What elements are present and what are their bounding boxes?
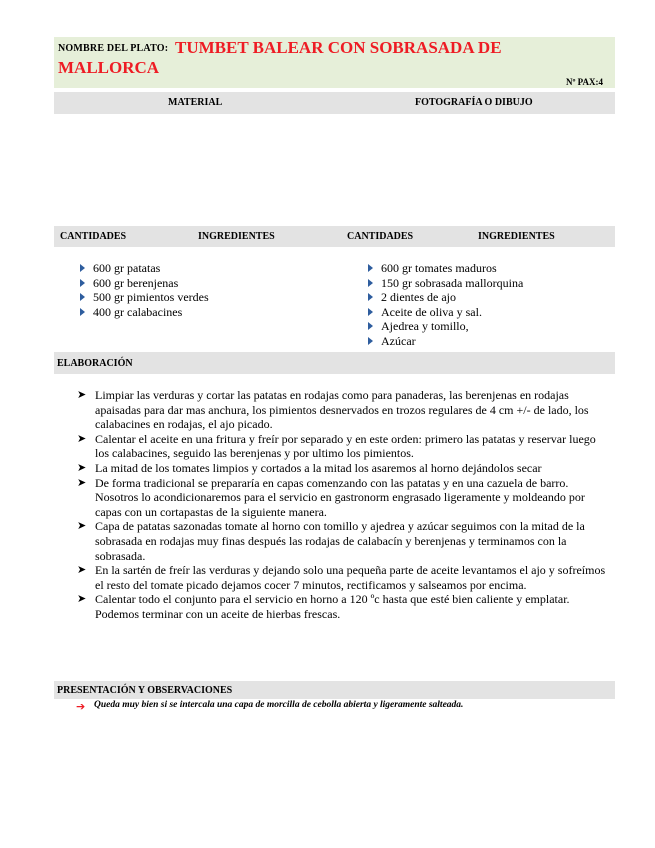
qty-heading-right: CANTIDADES bbox=[347, 231, 414, 242]
list-item: 400 gr calabacines bbox=[78, 305, 209, 320]
photo-heading: FOTOGRAFÍA O DIBUJO bbox=[415, 97, 533, 108]
list-item: Ajedrea y tomillo, bbox=[366, 319, 523, 334]
elaboration-band bbox=[54, 352, 615, 374]
step-item: ➤ De forma tradicional se prepararía en capas comenzando con las patatas y en una cazuela de barro. Nosotros lo acondicionaremos para el servicio en gastronorm engrasado ligeramente y moldeando por capas con un cortapastas de la siguiente manera. bbox=[77, 476, 607, 520]
step-item: ➤ Calentar todo el conjunto para el servicio en horno a 120 ºc hasta que esté bien caliente y emplatar. Podemos terminar con un aceite de hierbas frescas. bbox=[77, 592, 607, 621]
elaboration-heading: ELABORACIÓN bbox=[57, 358, 133, 369]
list-item: 150 gr sobrasada mallorquina bbox=[366, 276, 523, 291]
ingredients-heading-left: INGREDIENTES bbox=[198, 231, 275, 242]
title-band bbox=[54, 37, 615, 88]
pax-count: Nº PAX:4 bbox=[565, 77, 603, 87]
qty-heading-left: CANTIDADES bbox=[60, 231, 127, 242]
list-item: 600 gr patatas bbox=[78, 261, 209, 276]
list-item: Azúcar bbox=[366, 334, 523, 349]
ingredients-band bbox=[54, 226, 615, 247]
elaboration-steps bbox=[77, 388, 607, 622]
presentation-note-text: Queda muy bien si se intercala una capa de morcilla de cebolla abierta y ligeramente salteada. bbox=[94, 700, 464, 710]
list-item: 600 gr berenjenas bbox=[78, 276, 209, 291]
list-item: 500 gr pimientos verdes bbox=[78, 290, 209, 305]
dish-name: TUMBET BALEAR CON SOBRASADA DE MALLORCA bbox=[58, 38, 502, 77]
material-heading: MATERIAL bbox=[168, 97, 223, 108]
red-arrow-icon: ➔ bbox=[76, 700, 86, 713]
step-item: ➤ Limpiar las verduras y cortar las patatas en rodajas como para panaderas, las berenjenas en rodajas apaisadas para dar mas anchura, los pimientos desnervados en trozos regulares de 4 cm +/- de lado, los calabacines en rodajas, el ajo picado. bbox=[77, 388, 607, 432]
step-item: ➤ En la sartén de freír las verduras y dejando solo una pequeña parte de aceite levantamos el ajo y sofreímos el resto del tomate picado dejamos cocer 7 minutos, rectificamos y salseamos por encima. bbox=[77, 563, 607, 592]
dish-label: NOMBRE DEL PLATO: bbox=[58, 43, 169, 54]
presentation-band bbox=[54, 681, 615, 699]
list-item: 2 dientes de ajo bbox=[366, 290, 523, 305]
ingredient-list-left bbox=[78, 261, 209, 319]
list-item: 600 gr tomates maduros bbox=[366, 261, 523, 276]
step-item: ➤ Capa de patatas sazonadas tomate al horno con tomillo y ajedrea y azúcar seguimos con la mitad de la sobrasada en rodajas muy finas después las rodajas de calabacín y berenjenas y terminamos con la sobrasada. bbox=[77, 519, 607, 563]
list-item: Aceite de oliva y sal. bbox=[366, 305, 523, 320]
presentation-heading: PRESENTACIÓN Y OBSERVACIONES bbox=[57, 685, 233, 696]
ingredient-list-right bbox=[366, 261, 523, 349]
step-item: ➤ La mitad de los tomates limpios y cortados a la mitad los asaremos al horno dejándolos secar bbox=[77, 461, 607, 476]
material-band bbox=[54, 92, 615, 114]
ingredients-heading-right: INGREDIENTES bbox=[478, 231, 555, 242]
step-item: ➤ Calentar el aceite en una fritura y freír por separado y en este orden: primero las patatas y reservar luego los calabacines, seguido las berenjenas y por ultimo los pimientos. bbox=[77, 432, 607, 461]
